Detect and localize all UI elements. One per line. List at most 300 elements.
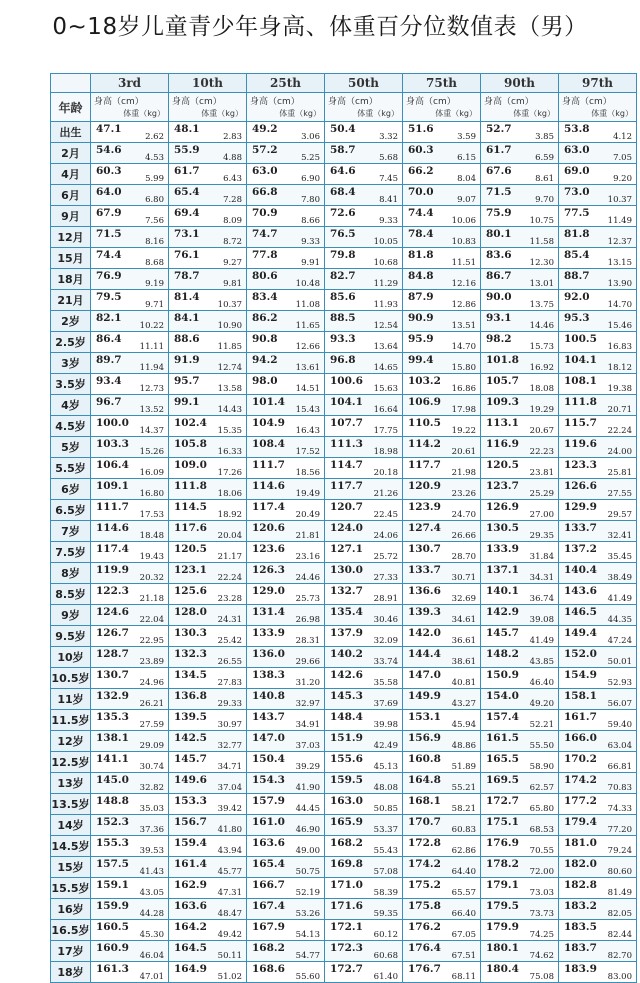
value-cell (91, 458, 169, 479)
table-row (51, 143, 637, 164)
value-cell (481, 920, 559, 941)
height-value: 127.4 (408, 522, 441, 534)
weight-unit-label: 体重（kg） (435, 109, 477, 118)
height-value: 176.7 (408, 963, 441, 975)
value-cell (247, 437, 325, 458)
value-cell (247, 374, 325, 395)
weight-value: 10.68 (373, 258, 398, 268)
weight-value: 4.12 (613, 132, 632, 142)
weight-value: 8.09 (223, 216, 242, 226)
value-cell (325, 353, 403, 374)
height-value: 122.3 (96, 585, 129, 597)
weight-value: 17.52 (295, 447, 320, 457)
weight-value: 2.62 (145, 132, 164, 142)
height-value: 172.3 (330, 942, 363, 954)
age-cell: 5岁 (51, 437, 91, 458)
value-cell (481, 584, 559, 605)
height-value: 165.4 (252, 858, 285, 870)
height-value: 136.0 (252, 648, 285, 660)
weight-value: 43.94 (217, 846, 242, 856)
weight-value: 53.26 (295, 909, 320, 919)
percentile-table (50, 73, 637, 983)
height-value: 133.9 (486, 543, 519, 555)
value-cell (403, 710, 481, 731)
value-cell (247, 479, 325, 500)
height-value: 100.5 (564, 333, 597, 345)
value-cell (91, 395, 169, 416)
weight-value: 10.37 (217, 300, 242, 310)
weight-value: 10.75 (529, 216, 554, 226)
weight-value: 18.48 (139, 531, 164, 541)
value-cell (481, 248, 559, 269)
height-value: 74.4 (408, 207, 434, 219)
weight-value: 75.08 (529, 972, 554, 982)
weight-value: 31.20 (295, 678, 320, 688)
height-value: 135.3 (96, 711, 129, 723)
weight-value: 9.70 (535, 195, 554, 205)
weight-value: 18.12 (607, 363, 632, 373)
height-value: 150.4 (252, 753, 285, 765)
value-cell (403, 353, 481, 374)
height-value: 145.0 (96, 774, 129, 786)
height-value: 90.8 (252, 333, 278, 345)
value-cell (247, 395, 325, 416)
weight-value: 38.49 (607, 573, 632, 583)
weight-value: 30.71 (451, 573, 476, 583)
weight-value: 24.96 (139, 678, 164, 688)
height-value: 166.0 (564, 732, 597, 744)
value-cell (169, 962, 247, 983)
value-cell (247, 248, 325, 269)
weight-value: 13.51 (451, 321, 476, 331)
weight-value: 17.75 (373, 426, 398, 436)
height-value: 163.0 (330, 795, 363, 807)
weight-value: 35.58 (373, 678, 398, 688)
height-value: 142.0 (408, 627, 441, 639)
height-value: 179.9 (486, 921, 519, 933)
height-value: 99.1 (174, 396, 200, 408)
height-value: 120.6 (252, 522, 285, 534)
height-value: 76.9 (96, 270, 122, 282)
value-cell (481, 521, 559, 542)
height-value: 117.7 (408, 459, 441, 471)
value-cell (247, 941, 325, 962)
value-cell (325, 290, 403, 311)
value-cell (559, 521, 637, 542)
weight-value: 42.49 (373, 741, 398, 751)
value-cell (247, 689, 325, 710)
height-value: 183.7 (564, 942, 597, 954)
height-value: 86.2 (252, 312, 278, 324)
height-value: 135.4 (330, 606, 363, 618)
height-value: 73.0 (564, 186, 590, 198)
value-cell (325, 185, 403, 206)
height-value: 153.1 (408, 711, 441, 723)
value-cell (91, 248, 169, 269)
height-value: 127.1 (330, 543, 363, 555)
weight-value: 9.81 (223, 279, 242, 289)
value-cell (481, 563, 559, 584)
weight-value: 68.53 (529, 825, 554, 835)
value-cell (169, 332, 247, 353)
height-value: 164.5 (174, 942, 207, 954)
value-cell (91, 416, 169, 437)
weight-value: 13.61 (295, 363, 320, 373)
height-value: 142.9 (486, 606, 519, 618)
weight-value: 66.40 (451, 909, 476, 919)
age-cell: 13岁 (51, 773, 91, 794)
height-value: 183.5 (564, 921, 597, 933)
height-value: 130.0 (330, 564, 363, 576)
value-cell (481, 542, 559, 563)
weight-value: 41.80 (217, 825, 242, 835)
value-cell (169, 794, 247, 815)
weight-value: 11.65 (295, 321, 320, 331)
weight-value: 24.70 (451, 510, 476, 520)
value-cell (559, 710, 637, 731)
table-row (51, 458, 637, 479)
height-value: 76.5 (330, 228, 356, 240)
height-value: 133.9 (252, 627, 285, 639)
height-value: 137.1 (486, 564, 519, 576)
weight-value: 20.32 (139, 573, 164, 583)
height-value: 47.1 (96, 123, 122, 135)
value-cell (559, 185, 637, 206)
value-cell (169, 164, 247, 185)
weight-value: 37.36 (139, 825, 164, 835)
age-cell: 12岁 (51, 731, 91, 752)
height-value: 61.7 (174, 165, 200, 177)
weight-value: 19.38 (607, 384, 632, 394)
height-value: 104.9 (252, 417, 285, 429)
weight-value: 8.66 (301, 216, 320, 226)
weight-value: 23.16 (295, 552, 320, 562)
height-value: 75.9 (486, 207, 512, 219)
height-value: 120.5 (174, 543, 207, 555)
height-value: 111.7 (96, 501, 129, 513)
value-cell (481, 206, 559, 227)
height-value: 148.8 (96, 795, 129, 807)
value-cell (403, 563, 481, 584)
value-cell (247, 290, 325, 311)
value-cell (559, 500, 637, 521)
value-cell (403, 647, 481, 668)
weight-value: 36.61 (451, 636, 476, 646)
value-cell (247, 185, 325, 206)
value-cell (403, 878, 481, 899)
value-cell (403, 269, 481, 290)
weight-value: 55.21 (451, 783, 476, 793)
weight-value: 55.50 (529, 741, 554, 751)
height-value: 111.8 (564, 396, 597, 408)
weight-value: 58.21 (451, 804, 476, 814)
height-unit-label: 身高（cm） (328, 97, 378, 107)
percentile-header: 90th (481, 74, 559, 93)
height-value: 64.6 (330, 165, 356, 177)
height-value: 98.0 (252, 375, 278, 387)
weight-value: 27.33 (373, 573, 398, 583)
table-row (51, 752, 637, 773)
height-value: 117.4 (252, 501, 285, 513)
value-cell (481, 710, 559, 731)
weight-value: 27.59 (139, 720, 164, 730)
height-value: 113.1 (486, 417, 519, 429)
weight-value: 14.46 (529, 321, 554, 331)
height-value: 176.2 (408, 921, 441, 933)
height-value: 114.6 (252, 480, 285, 492)
weight-value: 49.00 (295, 846, 320, 856)
weight-value: 64.40 (451, 867, 476, 877)
value-cell (91, 185, 169, 206)
table-row (51, 626, 637, 647)
height-value: 104.1 (330, 396, 363, 408)
weight-value: 12.30 (529, 258, 554, 268)
value-cell (91, 752, 169, 773)
weight-value: 66.81 (607, 762, 632, 772)
value-cell (559, 143, 637, 164)
height-value: 175.8 (408, 900, 441, 912)
weight-value: 11.85 (217, 342, 242, 352)
height-value: 78.4 (408, 228, 434, 240)
age-cell: 8.5岁 (51, 584, 91, 605)
weight-value: 13.75 (529, 300, 554, 310)
value-cell (403, 521, 481, 542)
height-value: 99.4 (408, 354, 434, 366)
height-value: 109.0 (174, 459, 207, 471)
weight-value: 59.40 (607, 720, 632, 730)
age-cell: 15月 (51, 248, 91, 269)
value-cell (169, 605, 247, 626)
value-cell (169, 479, 247, 500)
height-value: 80.6 (252, 270, 278, 282)
value-cell (91, 647, 169, 668)
height-value: 129.9 (564, 501, 597, 513)
height-value: 50.4 (330, 123, 356, 135)
height-value: 179.1 (486, 879, 519, 891)
value-cell (403, 584, 481, 605)
weight-value: 13.52 (139, 405, 164, 415)
value-cell (403, 605, 481, 626)
value-cell (325, 752, 403, 773)
value-cell (169, 437, 247, 458)
value-cell (247, 332, 325, 353)
value-cell (559, 269, 637, 290)
weight-value: 50.01 (607, 657, 632, 667)
height-value: 174.2 (564, 774, 597, 786)
value-cell (169, 206, 247, 227)
value-cell (559, 164, 637, 185)
height-value: 155.3 (96, 837, 129, 849)
value-cell (91, 689, 169, 710)
value-cell (403, 437, 481, 458)
weight-value: 10.22 (139, 321, 164, 331)
height-value: 126.3 (252, 564, 285, 576)
height-value: 137.2 (564, 543, 597, 555)
height-value: 139.5 (174, 711, 207, 723)
table-row (51, 668, 637, 689)
height-value: 132.9 (96, 690, 129, 702)
age-cell: 15岁 (51, 857, 91, 878)
age-cell: 16岁 (51, 899, 91, 920)
weight-value: 57.08 (373, 867, 398, 877)
value-cell (403, 626, 481, 647)
unit-header-cell (481, 93, 559, 122)
weight-value: 16.64 (373, 405, 398, 415)
value-cell (169, 416, 247, 437)
weight-value: 5.68 (379, 153, 398, 163)
height-value: 164.8 (408, 774, 441, 786)
value-cell (559, 584, 637, 605)
height-value: 181.0 (564, 837, 597, 849)
height-value: 128.7 (96, 648, 129, 660)
value-cell (481, 332, 559, 353)
weight-value: 11.49 (607, 216, 632, 226)
weight-value: 15.63 (373, 384, 398, 394)
height-value: 163.6 (174, 900, 207, 912)
value-cell (325, 521, 403, 542)
age-cell: 3.5岁 (51, 374, 91, 395)
value-cell (169, 899, 247, 920)
height-value: 154.9 (564, 669, 597, 681)
percentile-header: 25th (247, 74, 325, 93)
weight-value: 9.07 (457, 195, 476, 205)
height-value: 91.9 (174, 354, 200, 366)
height-value: 138.3 (252, 669, 285, 681)
value-cell (325, 962, 403, 983)
height-value: 96.7 (96, 396, 122, 408)
age-cell: 9岁 (51, 605, 91, 626)
weight-value: 55.60 (295, 972, 320, 982)
weight-value: 41.90 (295, 783, 320, 793)
height-value: 138.1 (96, 732, 129, 744)
height-unit-label: 身高（cm） (94, 97, 144, 107)
weight-value: 11.29 (373, 279, 398, 289)
age-cell: 6月 (51, 185, 91, 206)
weight-value: 51.02 (217, 972, 242, 982)
value-cell (559, 248, 637, 269)
table-row (51, 605, 637, 626)
value-cell (91, 521, 169, 542)
value-cell (91, 962, 169, 983)
value-cell (481, 311, 559, 332)
value-cell (247, 143, 325, 164)
weight-value: 47.31 (217, 888, 242, 898)
weight-value: 32.69 (451, 594, 476, 604)
weight-value: 8.72 (223, 237, 242, 247)
value-cell (559, 437, 637, 458)
value-cell (559, 647, 637, 668)
age-cell: 15.5岁 (51, 878, 91, 899)
weight-value: 3.85 (535, 132, 554, 142)
height-value: 70.0 (408, 186, 434, 198)
height-value: 111.7 (252, 459, 285, 471)
height-value: 49.2 (252, 123, 278, 135)
weight-value: 16.92 (529, 363, 554, 373)
value-cell (403, 290, 481, 311)
weight-value: 60.68 (373, 951, 398, 961)
weight-value: 13.64 (373, 342, 398, 352)
value-cell (247, 206, 325, 227)
weight-value: 35.45 (607, 552, 632, 562)
weight-value: 32.77 (217, 741, 242, 751)
weight-value: 74.62 (529, 951, 554, 961)
value-cell (559, 563, 637, 584)
weight-value: 8.68 (145, 258, 164, 268)
value-cell (169, 290, 247, 311)
value-cell (91, 143, 169, 164)
table-row (51, 731, 637, 752)
height-value: 172.7 (486, 795, 519, 807)
value-cell (403, 899, 481, 920)
value-cell (325, 563, 403, 584)
height-value: 79.8 (330, 249, 356, 261)
height-value: 179.5 (486, 900, 519, 912)
value-cell (559, 626, 637, 647)
value-cell (169, 584, 247, 605)
weight-value: 9.20 (613, 174, 632, 184)
weight-value: 2.83 (223, 132, 242, 142)
height-value: 88.5 (330, 312, 356, 324)
value-cell (247, 962, 325, 983)
height-value: 95.7 (174, 375, 200, 387)
value-cell (91, 626, 169, 647)
value-cell (403, 395, 481, 416)
percentile-header: 3rd (91, 74, 169, 93)
weight-value: 74.33 (607, 804, 632, 814)
weight-value: 32.82 (139, 783, 164, 793)
value-cell (325, 941, 403, 962)
value-cell (91, 269, 169, 290)
weight-value: 9.33 (379, 216, 398, 226)
weight-value: 32.97 (295, 699, 320, 709)
value-cell (169, 269, 247, 290)
value-cell (91, 563, 169, 584)
weight-value: 65.80 (529, 804, 554, 814)
value-cell (91, 122, 169, 143)
table-row (51, 710, 637, 731)
height-value: 95.3 (564, 312, 590, 324)
weight-value: 8.16 (145, 237, 164, 247)
height-value: 157.4 (486, 711, 519, 723)
weight-value: 27.83 (217, 678, 242, 688)
value-cell (325, 710, 403, 731)
value-cell (91, 878, 169, 899)
value-cell (91, 290, 169, 311)
table-row (51, 290, 637, 311)
weight-value: 21.18 (139, 594, 164, 604)
age-cell: 17岁 (51, 941, 91, 962)
value-cell (481, 353, 559, 374)
age-cell: 14岁 (51, 815, 91, 836)
value-cell (481, 794, 559, 815)
weight-value: 20.61 (451, 447, 476, 457)
value-cell (559, 395, 637, 416)
age-cell: 10.5岁 (51, 668, 91, 689)
value-cell (91, 773, 169, 794)
height-value: 132.7 (330, 585, 363, 597)
weight-value: 48.08 (373, 783, 398, 793)
value-cell (481, 374, 559, 395)
value-cell (247, 731, 325, 752)
height-value: 161.0 (252, 816, 285, 828)
weight-unit-label: 体重（kg） (591, 109, 633, 118)
value-cell (403, 689, 481, 710)
weight-value: 24.00 (607, 447, 632, 457)
value-cell (325, 647, 403, 668)
value-cell (325, 773, 403, 794)
height-value: 142.6 (330, 669, 363, 681)
weight-value: 21.17 (217, 552, 242, 562)
